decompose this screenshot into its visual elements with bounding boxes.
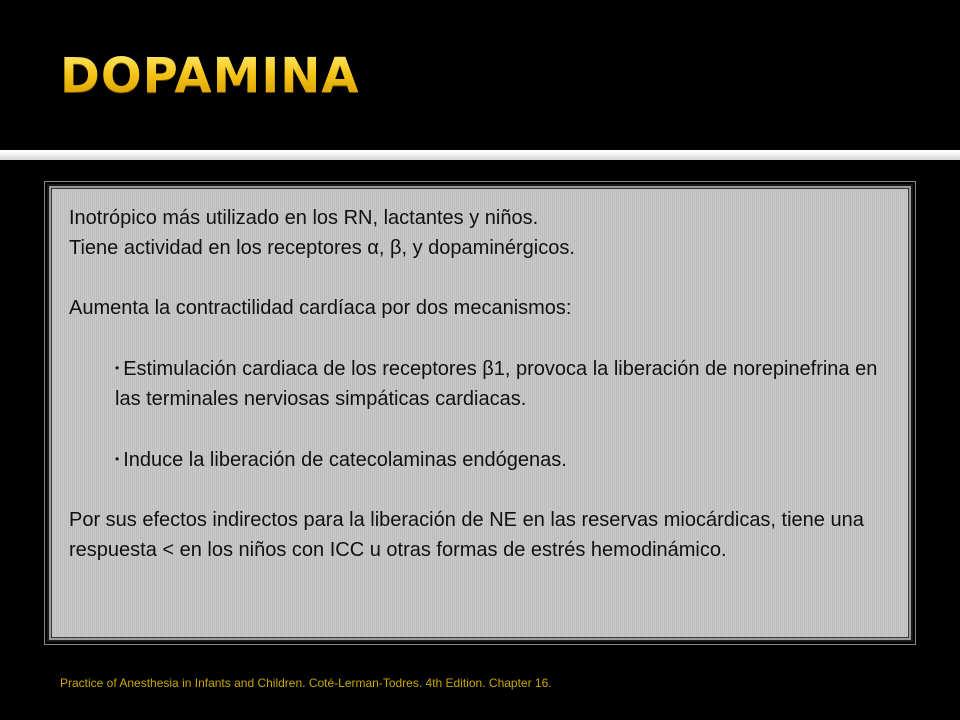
- title-bar: [0, 0, 960, 150]
- spacer: [69, 414, 899, 444]
- content-text: [69, 203, 899, 565]
- line-inotropic: Inotrópico más utilizado en los RN, lactantes y niños.: [69, 207, 539, 229]
- spacer: [69, 475, 899, 505]
- bullet-text: Estimulación cardiaca de los receptores β1, provoca la liberación de norepinefrina en las terminales nerviosas simpáticas cardiacas.: [115, 358, 878, 410]
- bullet-item-catecholamines: [69, 444, 899, 475]
- divider-band: [0, 150, 960, 160]
- spacer: [69, 323, 899, 353]
- bullet-item-stimulation: [69, 353, 899, 414]
- content-box: [47, 184, 913, 642]
- line-indirect-effects: Por sus efectos indirectos para la liberación de NE en las reservas miocárdicas, tiene una respuesta < en los niños con ICC u otras formas de estrés hemodinámico.: [69, 509, 864, 561]
- footer-citation: Practice of Anesthesia in Infants and Children. Coté-Lerman-Todres. 4th Edition. Chapter 16.: [60, 676, 552, 690]
- bullet-icon: •: [115, 452, 120, 466]
- slide-title: DOPAMINA: [60, 48, 360, 104]
- bullet-icon: •: [115, 361, 120, 375]
- line-contractility: Aumenta la contractilidad cardíaca por dos mecanismos:: [69, 297, 572, 319]
- spacer: [69, 263, 899, 293]
- line-receptors: Tiene actividad en los receptores α, β, y dopaminérgicos.: [69, 237, 575, 259]
- bullet-text: Induce la liberación de catecolaminas endógenas.: [123, 449, 567, 471]
